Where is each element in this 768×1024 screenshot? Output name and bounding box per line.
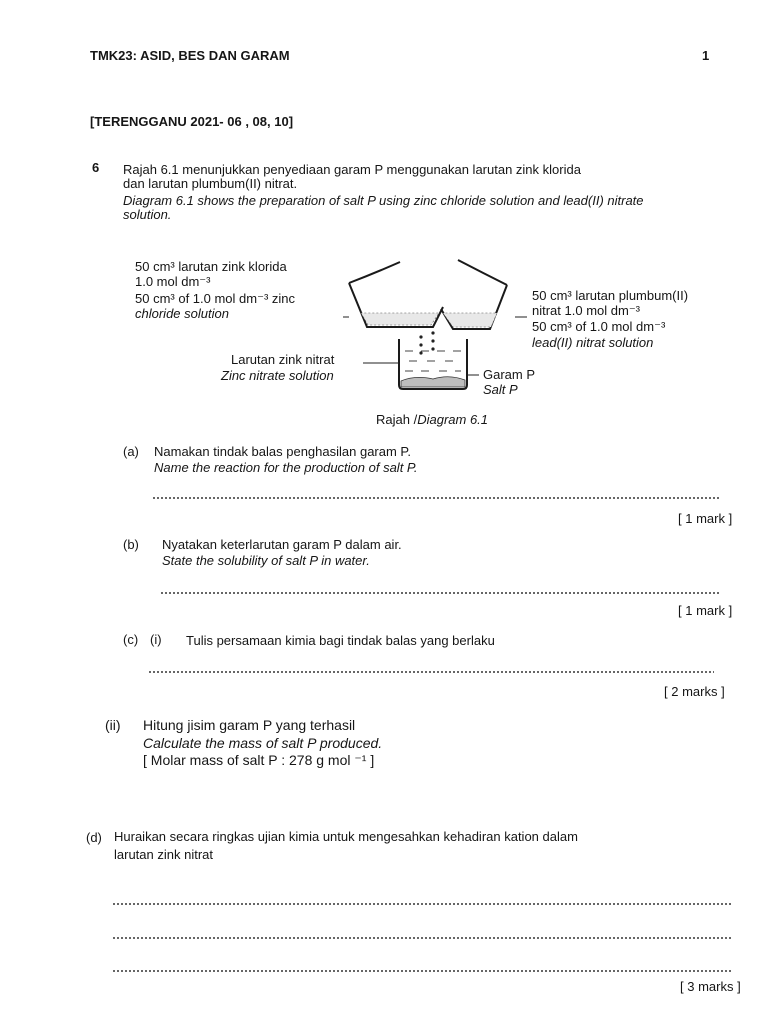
question-number: 6 [92,160,100,175]
part-c-ii-molar-mass-note: [ Molar mass of salt P : 278 g mol ⁻¹ ] [143,752,375,768]
part-d-answer-line-3[interactable] [112,970,732,972]
intro-english-line1: Diagram 6.1 shows the preparation of salt P using zinc chloride solution and lead(II) nitrate [123,193,644,208]
label-lead-nitrate-en-2: lead(II) nitrat solution [532,335,654,350]
part-c-ii-label: (ii) [105,717,121,733]
label-zinc-nitrate-en: Zinc nitrate solution [221,368,334,383]
part-c-label: (c) [123,632,139,647]
label-zinc-chloride-en-2: chloride solution [135,306,229,321]
diagram-caption [376,412,488,427]
zinc-chloride-liquid [361,313,439,325]
part-d-malay-line1: Huraikan secara ringkas ujian kimia untuk mengesahkan kehadiran kation dalam [114,829,578,844]
part-d-answer-line-1[interactable] [112,903,732,905]
part-c-ii-malay: Hitung jisim garam P yang terhasil [143,717,356,733]
intro-malay-line2: dan larutan plumbum(II) nitrat. [123,176,298,191]
part-c-ii-english: Calculate the mass of salt P produced. [143,735,383,751]
label-zinc-chloride-ms-1: 50 cm³ larutan zink klorida [135,259,287,274]
part-d-answer-line-2[interactable] [112,937,732,939]
part-b-english: State the solubility of salt P in water. [162,553,370,568]
intro-english-line2: solution. [123,207,172,222]
part-b-marks: [ 1 mark ] [678,603,733,618]
part-c-i-label: (i) [150,632,162,647]
part-a-answer-line[interactable] [152,497,720,499]
label-zinc-chloride-ms-2: 1.0 mol dm⁻³ [135,274,211,289]
label-lead-nitrate-ms-1: 50 cm³ larutan plumbum(II) [532,288,689,303]
part-d-marks: [ 3 marks ] [680,979,741,994]
document-title: TMK23: ASID, BES DAN GARAM [90,48,290,63]
part-b-answer-line[interactable] [160,592,720,594]
page-number: 1 [702,48,710,63]
part-b-label: (b) [123,537,139,552]
part-c-i-malay: Tulis persamaan kimia bagi tindak balas yang berlaku [186,633,495,648]
intro-malay-line1: Rajah 6.1 menunjukkan penyediaan garam P menggunakan larutan zink klorida [123,162,581,177]
part-a-english: Name the reaction for the production of salt P. [154,460,418,475]
part-a-label: (a) [123,444,139,459]
diagram-caption-en: Diagram 6.1 [417,412,489,427]
label-salt-p-en: Salt P [483,382,518,397]
label-zinc-nitrate-ms: Larutan zink nitrat [231,352,335,367]
part-d-label: (d) [86,830,102,845]
part-c-i-marks: [ 2 marks ] [664,684,725,699]
part-d-malay-line2: larutan zink nitrat [114,847,213,862]
part-c-i-answer-line[interactable] [148,671,714,673]
apparatus-diagram [335,255,555,405]
salt-p-precipitate [401,377,465,387]
zinc-nitrate-solution [405,351,461,371]
label-lead-nitrate-en-1: 50 cm³ of 1.0 mol dm⁻³ [532,319,666,334]
part-a-malay: Namakan tindak balas penghasilan garam P. [154,444,412,459]
label-zinc-chloride-en-1: 50 cm³ of 1.0 mol dm⁻³ zinc [135,291,296,306]
part-a-marks: [ 1 mark ] [678,511,733,526]
part-b-malay: Nyatakan keterlarutan garam P dalam air. [162,537,402,552]
label-salt-p-ms: Garam P [483,367,536,382]
question-source: [TERENGGANU 2021- 06 , 08, 10] [90,114,294,129]
label-lead-nitrate-ms-2: nitrat 1.0 mol dm⁻³ [532,303,641,318]
diagram-caption-ms: Rajah / [376,412,418,427]
